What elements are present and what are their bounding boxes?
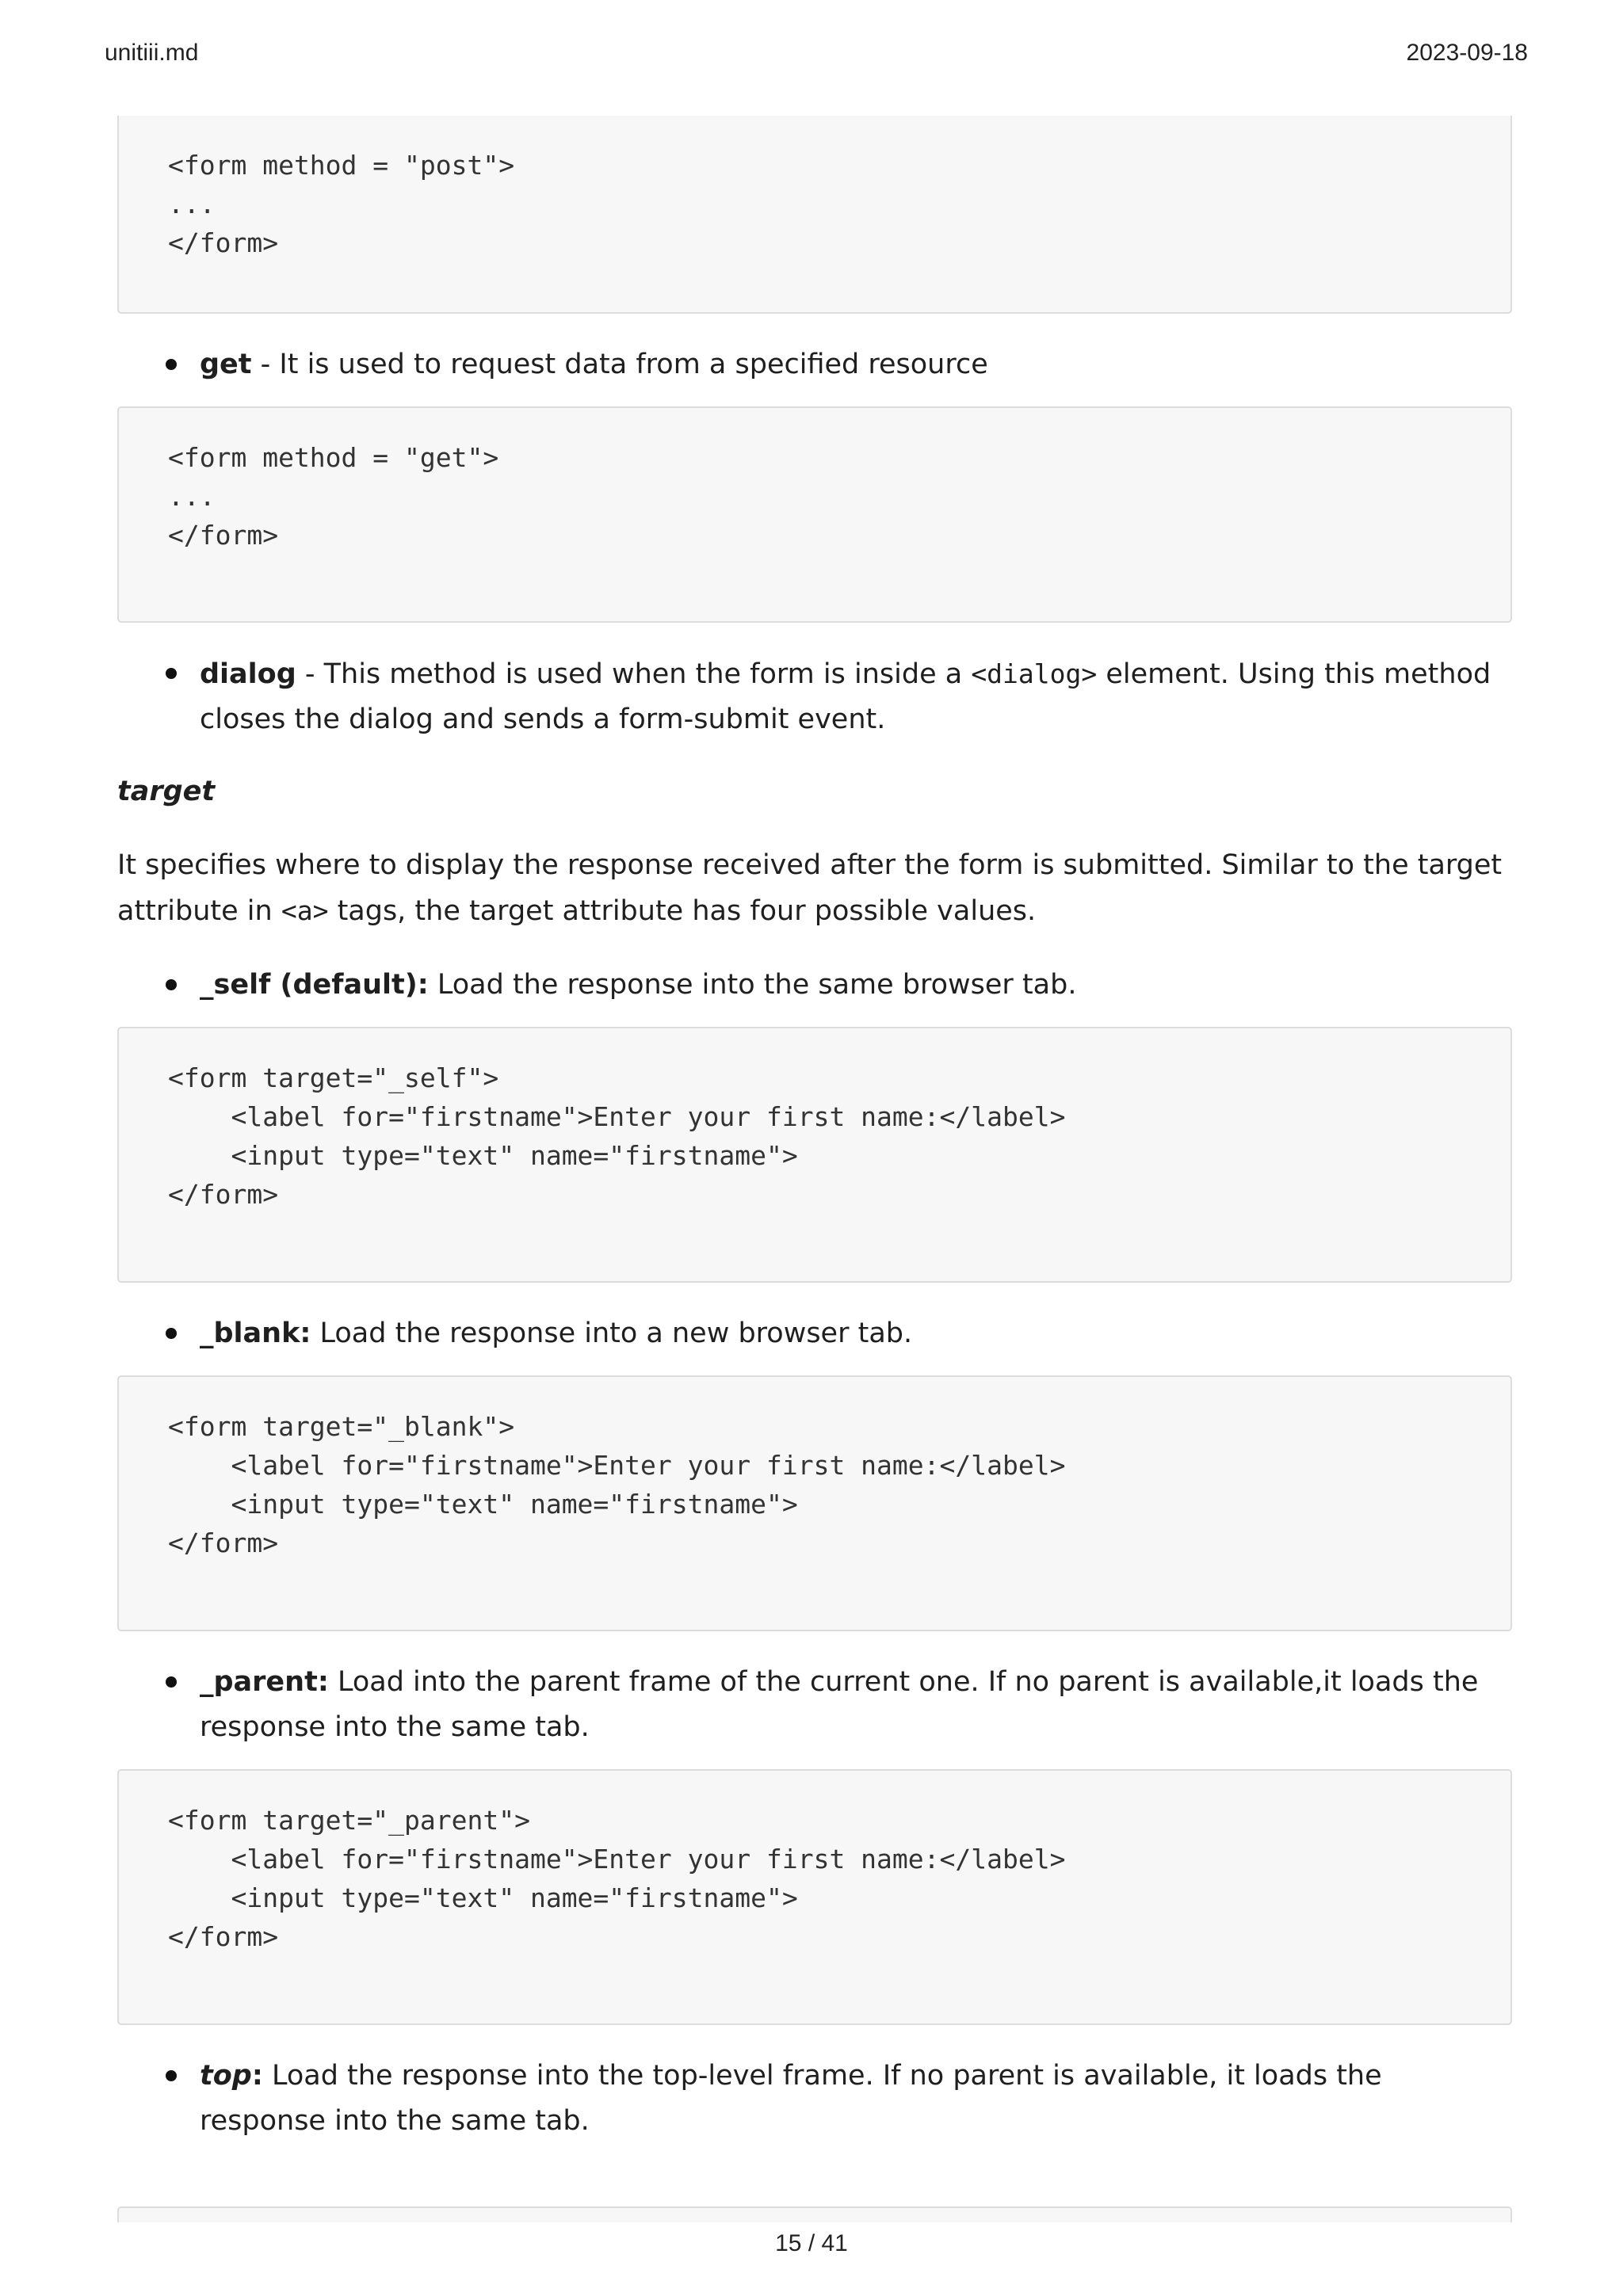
document-filename: unitiii.md [105,40,199,66]
code-block-target-self: <form target="_self"> <label for="firstname">Enter your first name:</label> <input type="text" name="firstname"> </form> [117,1027,1512,1283]
dialog-description-end: element. Using this method closes the dialog and sends a form-submit event. [200,658,1491,735]
list-item-dialog [117,651,1512,742]
term-get: get [200,349,252,380]
term-parent: _parent: [200,1666,329,1698]
document-date: 2023-09-18 [1406,40,1528,66]
term-top-colon: : [251,2060,263,2092]
list-item-get [117,342,1512,387]
term-blank: _blank: [200,1318,311,1349]
dialog-inline-code: <dialog> [971,658,1098,689]
section-heading-target: target [117,776,216,807]
list-item-blank [117,1311,1512,1356]
anchor-inline-code: <a> [281,895,329,926]
page-number: 15 / 41 [775,2230,848,2256]
target-paragraph-start: It specifies where to display the response received after the form is submitted. Similar to the target attribute in [117,849,1503,927]
target-paragraph [117,843,1512,934]
code-block-method-get: <form method = "get"> ... </form> [117,406,1512,623]
get-description: - It is used to request data from a specified resource [251,349,988,380]
top-description: Load the response into the top-level frame. If no parent is available, it loads the response into the same tab. [200,2060,1382,2137]
term-self: _self (default): [200,969,429,1001]
blank-description: Load the response into a new browser tab. [311,1318,913,1349]
target-paragraph-end: tags, the target attribute has four possible values. [328,895,1037,927]
code-block-target-blank: <form target="_blank"> <label for="firstname">Enter your first name:</label> <input type="text" name="firstname"> </form> [117,1375,1512,1631]
dialog-description-start: - This method is used when the form is inside a [296,658,972,690]
code-block-method-post: <form method = "post"> ... </form> [117,116,1512,314]
self-description: Load the response into the same browser tab. [428,969,1077,1001]
parent-description: Load into the parent frame of the current one. If no parent is available,it loads the response into the same tab. [200,1666,1479,1743]
code-block-continued [117,2206,1512,2222]
list-item-self [117,963,1512,1008]
list-item-top [117,2054,1512,2144]
code-block-target-parent: <form target="_parent"> <label for="firstname">Enter your first name:</label> <input type="text" name="firstname"> </form> [117,1769,1512,2025]
list-item-parent [117,1660,1512,1750]
page-content [117,116,1512,2144]
term-top: top [200,2060,252,2092]
term-dialog: dialog [200,658,296,690]
